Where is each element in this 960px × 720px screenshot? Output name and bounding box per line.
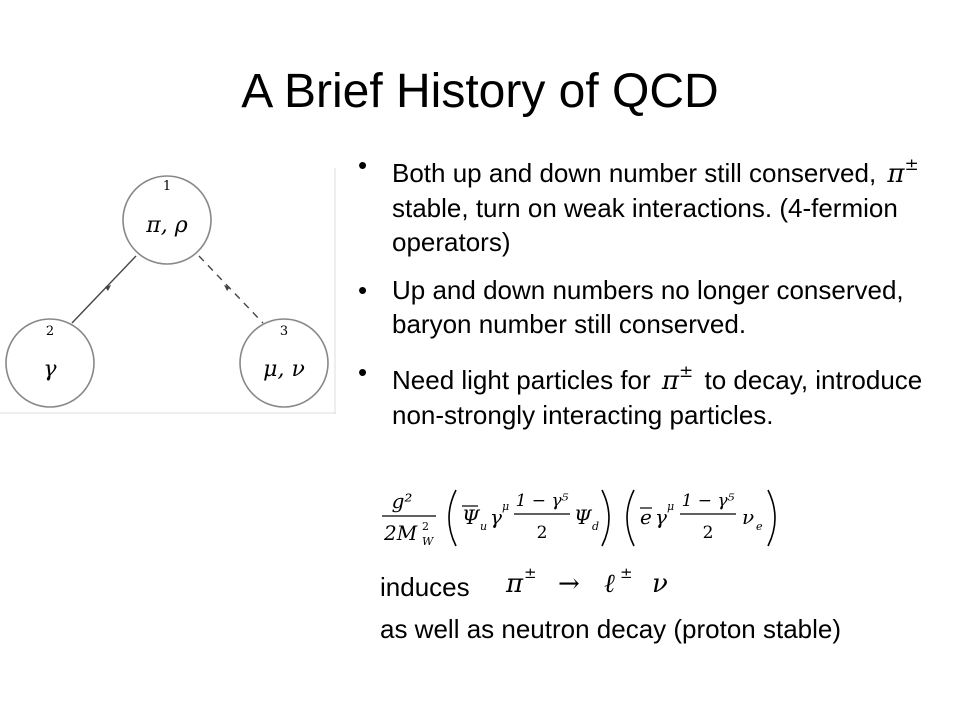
decay-diagram <box>0 168 336 414</box>
coupling-numerator: g² <box>391 489 413 513</box>
chiral-fraction-2-num: 1 − γ⁵ <box>681 491 735 511</box>
pion-charge: ± <box>524 564 537 582</box>
pion-symbol <box>883 148 922 191</box>
quark-bar-symbol: Ψ <box>462 505 480 529</box>
chiral-fraction-2-den: 2 <box>702 523 714 543</box>
coupling-den-sup: 2 <box>422 520 429 533</box>
right-paren-2 <box>768 490 775 546</box>
pion-symbol <box>658 355 697 398</box>
gamma-2: γ <box>655 505 667 529</box>
node-1-number: 1 <box>162 179 172 194</box>
neutrino-symbol: ν <box>742 505 755 529</box>
bullet-dot: • <box>358 275 368 305</box>
bullet-item <box>352 273 952 341</box>
pion-base: π <box>661 366 679 396</box>
bullet-dot: • <box>358 150 368 180</box>
chiral-fraction-1-den: 2 <box>536 523 548 543</box>
bullet-text: Need light particles for <box>392 365 658 395</box>
pion-base: π <box>887 159 905 189</box>
gamma-2-sup: μ <box>667 500 675 513</box>
gamma-1-sup: μ <box>502 500 510 513</box>
quark-sub: d <box>592 520 600 533</box>
chiral-fraction-1-num: 1 − γ⁵ <box>515 491 569 511</box>
lepton-symbol: ℓ <box>604 569 615 599</box>
bullet-dot: • <box>358 357 368 387</box>
pion-charge: ± <box>904 155 919 175</box>
bullet-item <box>352 355 952 432</box>
neutron-decay-note: as well as neutron decay (proton stable) <box>380 614 842 644</box>
neutrino-sub: e <box>756 520 763 533</box>
induces-label: induces <box>380 572 470 602</box>
lepton-bar-symbol: e <box>640 505 652 529</box>
node-2-label: γ <box>43 357 57 382</box>
left-paren-2 <box>627 490 634 546</box>
node-1-label: π, ρ <box>146 213 188 238</box>
bullet-text: Up and down numbers no longer conserved, baryon number still conserved. <box>392 275 904 339</box>
pion-charge: ± <box>679 362 694 382</box>
bullet-text: Both up and down number still conserved, <box>392 158 884 188</box>
quark-symbol: Ψ <box>574 505 592 529</box>
node-2-number: 2 <box>45 324 55 339</box>
pion-decay-formula <box>500 560 700 604</box>
gamma-1: γ <box>490 505 502 529</box>
node-3-label: μ, ν <box>263 357 305 382</box>
quark-bar-sub: u <box>480 520 488 533</box>
slide-title: A Brief History of QCD <box>241 65 719 118</box>
node-3-number: 3 <box>279 324 289 339</box>
pion-symbol: π <box>506 569 524 599</box>
lepton-charge: ± <box>620 564 633 582</box>
bullet-text: stable, turn on weak interactions. (4-fermion operators) <box>392 193 898 257</box>
coupling-den-sub: W <box>422 535 434 548</box>
bullet-item <box>352 148 952 259</box>
coupling-denominator: 2M <box>384 521 418 545</box>
left-paren-1 <box>449 490 456 546</box>
bullet-list <box>352 148 952 446</box>
neutrino-symbol: ν <box>652 569 668 599</box>
bullet-text: to decay, introduce non-strongly interacting particles. <box>392 365 923 430</box>
right-paren-1 <box>602 490 609 546</box>
decay-arrow: → <box>558 569 580 599</box>
four-fermion-formula <box>378 478 818 558</box>
